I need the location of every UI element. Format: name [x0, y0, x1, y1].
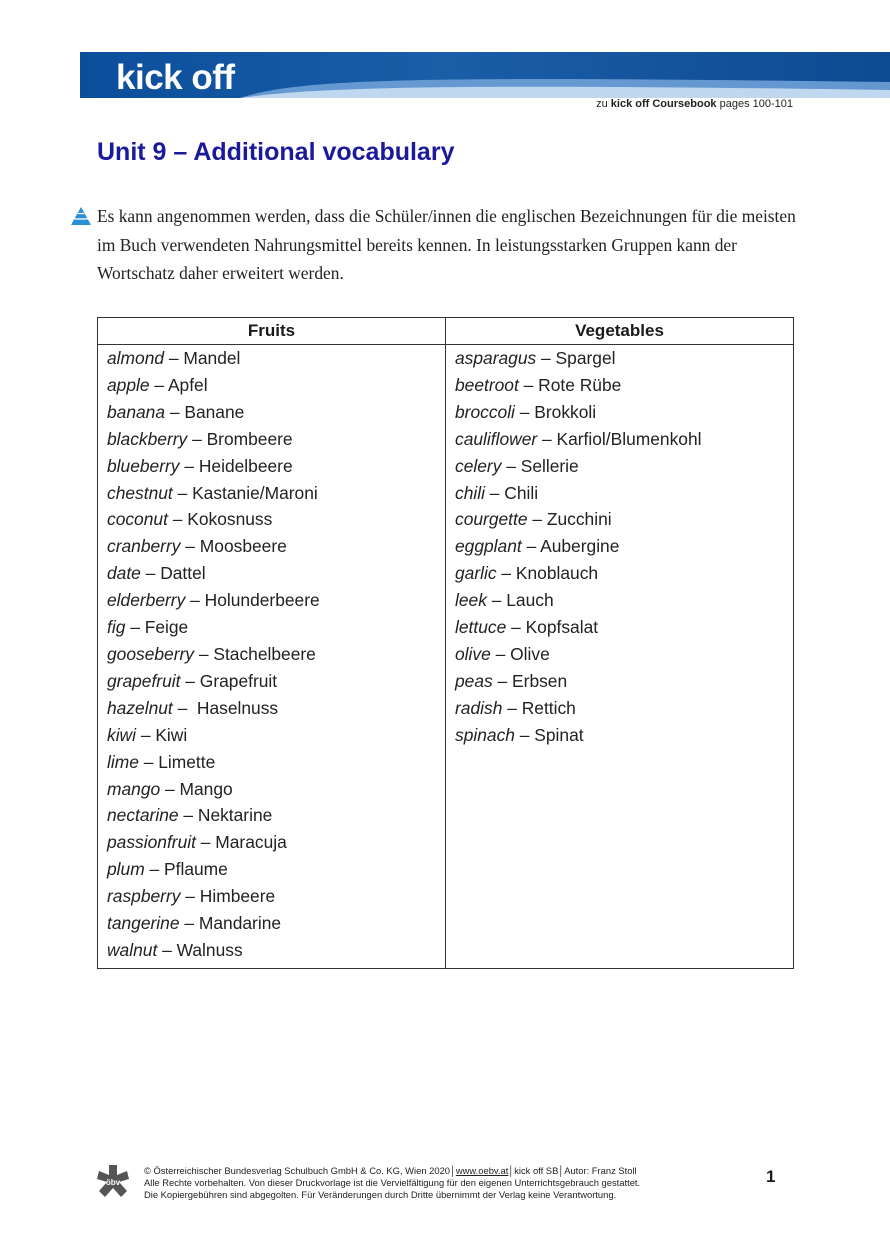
english-word: peas	[455, 670, 493, 691]
footer-website-link[interactable]: www.oebv.at	[455, 1165, 509, 1176]
vocab-item	[455, 533, 785, 560]
vocab-item	[455, 614, 785, 641]
vocab-item	[107, 453, 437, 480]
english-word: garlic	[455, 563, 497, 584]
vocab-item	[455, 426, 785, 453]
footer-publisher: © Österreichischer Bundesverlag Schulbuch GmbH & Co. KG, Wien 2020	[144, 1165, 451, 1176]
vocab-item	[107, 372, 437, 399]
vocab-item	[107, 480, 437, 507]
german-translation: – Knoblauch	[496, 563, 599, 584]
german-translation: – Himbeere	[180, 886, 276, 907]
german-translation: – Dattel	[140, 563, 206, 584]
vocab-item	[455, 506, 785, 533]
english-word: tangerine	[107, 913, 180, 934]
english-word: blueberry	[107, 455, 180, 476]
vocabulary-table	[97, 317, 794, 969]
english-word: mango	[107, 778, 161, 799]
english-word: almond	[107, 348, 165, 368]
english-word: beetroot	[455, 374, 519, 395]
footer-line-3: Die Kopiergebühren sind abgegolten. Für Veränderungen durch Dritte übernimmt der Verlag keine Verantwortung.	[144, 1188, 617, 1200]
german-translation: – Mandel	[164, 348, 241, 368]
english-word: grapefruit	[107, 670, 181, 691]
english-word: banana	[107, 401, 166, 422]
english-word: spinach	[455, 724, 515, 745]
german-translation: – Stachelbeere	[194, 643, 316, 664]
german-translation: – Moosbeere	[180, 536, 287, 557]
english-word: raspberry	[107, 886, 181, 907]
vocab-item	[107, 506, 437, 533]
header-fruits: Fruits	[98, 318, 446, 345]
footer-copyright	[144, 1165, 640, 1200]
vegetables-column	[446, 345, 794, 969]
vocab-item	[107, 614, 437, 641]
vocab-item	[107, 910, 437, 937]
triangle-level-icon	[70, 206, 92, 226]
vocab-item	[107, 937, 437, 964]
ref-prefix: zu	[596, 98, 611, 110]
footer-separator: │	[450, 1165, 456, 1176]
vocab-item	[107, 776, 437, 803]
vocab-item	[107, 668, 437, 695]
german-translation: – Rettich	[502, 697, 576, 718]
english-word: nectarine	[107, 805, 179, 826]
fruits-column	[98, 345, 446, 969]
english-word: coconut	[107, 509, 168, 530]
vocab-item	[455, 587, 785, 614]
german-translation: – Kopfsalat	[506, 617, 599, 638]
footer-line-2: Alle Rechte vorbehalten. Von dieser Druckvorlage ist die Vervielfältigung für den eigenen Unterrichtsgebrauch gestattet.	[144, 1176, 641, 1188]
english-word: plum	[107, 859, 145, 880]
footer-separator: │	[558, 1165, 565, 1176]
vocab-item	[455, 453, 785, 480]
english-word: courgette	[455, 509, 528, 530]
english-word: apple	[107, 374, 150, 395]
english-word: eggplant	[455, 536, 522, 557]
english-word: celery	[455, 455, 502, 476]
vocab-item	[455, 345, 785, 372]
german-translation: – Rote Rübe	[518, 374, 622, 395]
german-translation: – Sellerie	[501, 455, 579, 476]
german-translation: – Nektarine	[178, 805, 273, 826]
header-vegetables: Vegetables	[446, 318, 794, 345]
page-number: 1	[766, 1167, 776, 1186]
vocab-item	[455, 480, 785, 507]
german-translation: – Kiwi	[135, 724, 188, 745]
german-translation: – Mandarine	[179, 913, 282, 934]
vocab-item	[107, 749, 437, 776]
german-translation: – Spargel	[536, 348, 616, 368]
german-translation: – Olive	[490, 643, 550, 664]
vocab-item	[107, 426, 437, 453]
page-title: Unit 9 – Additional vocabulary	[97, 138, 455, 166]
english-word: hazelnut	[107, 697, 173, 718]
german-translation: – Grapefruit	[180, 670, 278, 691]
english-word: olive	[455, 643, 491, 664]
german-translation: – Aubergine	[521, 536, 620, 557]
english-word: lime	[107, 751, 139, 772]
german-translation: – Apfel	[149, 374, 208, 395]
vocab-item	[107, 856, 437, 883]
ref-pages: pages 100-101	[716, 98, 793, 110]
english-word: chili	[455, 482, 485, 503]
ref-book: kick off Coursebook	[610, 98, 717, 110]
german-translation: – Chili	[484, 482, 539, 503]
german-translation: – Karfiol/Blumenkohl	[537, 428, 702, 449]
brand-logo: kick off	[116, 58, 235, 97]
german-translation: – Zucchini	[527, 509, 612, 530]
german-translation: – Walnuss	[157, 939, 243, 960]
german-translation: – Holunderbeere	[185, 590, 320, 611]
vocab-item	[455, 668, 785, 695]
vocab-item	[107, 695, 437, 722]
vocab-item	[107, 345, 437, 372]
german-translation: – Heidelbeere	[179, 455, 293, 476]
table-header-row	[98, 318, 794, 345]
english-word: walnut	[107, 939, 158, 960]
vocab-item	[455, 372, 785, 399]
german-translation: – Brokkoli	[514, 401, 597, 422]
german-translation: – Kokosnuss	[167, 509, 273, 530]
german-translation: – Haselnuss	[172, 697, 279, 718]
english-word: kiwi	[107, 724, 136, 745]
german-translation: – Maracuja	[195, 832, 287, 853]
english-word: gooseberry	[107, 643, 195, 664]
english-word: blackberry	[107, 428, 188, 449]
german-translation: – Mango	[160, 778, 233, 799]
german-translation: – Kastanie/Maroni	[172, 482, 318, 503]
publisher-logo	[96, 1164, 130, 1200]
vocab-item	[455, 399, 785, 426]
english-word: lettuce	[455, 617, 507, 638]
vocab-item	[107, 533, 437, 560]
footer-book: kick off SB	[514, 1165, 559, 1176]
german-translation: – Lauch	[486, 590, 554, 611]
german-translation: – Erbsen	[492, 670, 568, 691]
vocab-item	[107, 722, 437, 749]
footer-line-1	[144, 1165, 640, 1177]
footer-separator: │	[508, 1165, 515, 1176]
german-translation: – Limette	[138, 751, 216, 772]
german-translation: – Feige	[125, 617, 189, 638]
english-word: chestnut	[107, 482, 173, 503]
english-word: passionfruit	[107, 832, 196, 853]
english-word: date	[107, 563, 141, 584]
vocab-item	[455, 641, 785, 668]
vocab-item	[107, 587, 437, 614]
vocab-item	[455, 695, 785, 722]
german-translation: – Pflaume	[144, 859, 228, 880]
vocab-item	[107, 829, 437, 856]
english-word: fig	[107, 617, 126, 638]
german-translation: – Brombeere	[187, 428, 293, 449]
english-word: broccoli	[455, 401, 515, 422]
teacher-note: Es kann angenommen werden, dass die Schüler/innen die englischen Bezeichnungen für die meisten im Buch verwendeten Nahrungsmittel bereits kennen. In leistungsstarken Gruppen kann der Wortschatz daher erweitert werden.	[97, 206, 796, 283]
english-word: elderberry	[107, 590, 186, 611]
english-word: cranberry	[107, 536, 181, 557]
vocab-item	[455, 722, 785, 749]
english-word: leek	[455, 590, 487, 611]
coursebook-reference	[596, 98, 793, 110]
english-word: radish	[455, 697, 503, 718]
english-word: asparagus	[455, 348, 537, 368]
vocab-item	[107, 399, 437, 426]
german-translation: – Spinat	[514, 724, 584, 745]
vocab-item	[455, 560, 785, 587]
publisher-logo-text: öbv	[105, 1178, 121, 1187]
footer-author: Autor: Franz Stoll	[564, 1165, 637, 1176]
vocab-item	[107, 802, 437, 829]
vocab-item	[107, 883, 437, 910]
table-row	[98, 345, 794, 969]
vocab-item	[107, 641, 437, 668]
vocab-item	[107, 560, 437, 587]
english-word: cauliflower	[455, 428, 538, 449]
german-translation: – Banane	[165, 401, 245, 422]
